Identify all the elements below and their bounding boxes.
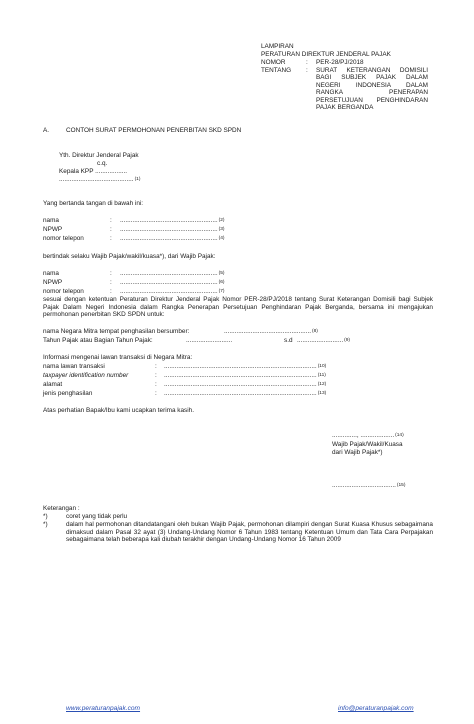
taxpayer-npwp-field[interactable]: .......................................................(6): [120, 279, 225, 286]
note-1-mark: *): [43, 513, 48, 520]
signer-name-field[interactable]: .......................................................(2): [120, 217, 225, 224]
partner-country-field[interactable]: .................................................(8): [224, 328, 318, 335]
section-title: CONTOH SURAT PERMOHONAN PENERBITAN SKD SPDN: [66, 127, 242, 134]
partner-country-label: nama Negara Mitra tempat penghasilan bersumber:: [43, 328, 190, 335]
tax-year-label: Tahun Pajak atau Bagian Tahun Pajak:: [43, 337, 153, 344]
signer-name-label: nama: [43, 217, 59, 224]
signer-phone-colon: :: [110, 235, 112, 242]
lampiran-nomor-value: PER-28/PJ/2018: [316, 59, 364, 66]
lampiran-tentang-label: TENTANG: [261, 67, 292, 74]
counterparty-income-label: jenis penghasilan: [43, 390, 93, 397]
taxpayer-phone-label: nomor telepon: [43, 288, 84, 295]
signer-phone-label: nomor telepon: [43, 235, 84, 242]
taxpayer-phone-colon: :: [110, 288, 112, 295]
counterparty-tin-label: taxpayer identification number: [43, 372, 129, 379]
footer-website-link[interactable]: www.peraturanpajak.com: [66, 705, 141, 712]
counterparty-income-colon: :: [155, 390, 157, 397]
note-2-mark: *): [43, 521, 48, 528]
notes-title: Keterangan :: [43, 505, 80, 512]
footer-email-link[interactable]: info@peraturanpajak.com: [338, 705, 414, 712]
counterparty-heading: Informasi mengenai lawan transaksi di Negara Mitra:: [43, 354, 193, 361]
counterparty-tin-colon: :: [155, 372, 157, 379]
lampiran-title: LAMPIRAN: [261, 43, 294, 50]
tax-year-end-field[interactable]: ..........................(9): [297, 337, 351, 344]
signer-phone-field[interactable]: .......................................................(4): [120, 235, 225, 242]
signature-name-field[interactable]: ....................................(15): [332, 482, 406, 489]
signature-role-line1: Wajib Pajak/Wakil/Kuasa: [332, 441, 403, 448]
signer-npwp-colon: :: [110, 226, 112, 233]
tax-year-start-field[interactable]: ..........................: [186, 337, 233, 344]
addressee-line2: c.q.: [97, 160, 108, 167]
taxpayer-name-field[interactable]: .......................................................(5): [120, 270, 225, 277]
note-1-text: coret yang tidak perlu: [66, 513, 128, 520]
taxpayer-npwp-label: NPWP: [43, 279, 63, 286]
acting-text: bertindak selaku Wajib Pajak/wakil/kuasa*), dari Wajib Pajak:: [43, 253, 216, 260]
counterparty-tin-field[interactable]: ......................................................................................(11): [164, 372, 326, 379]
counterparty-income-field[interactable]: ......................................................................................(13): [164, 390, 327, 397]
counterparty-name-colon: :: [155, 363, 157, 370]
intro-text: Yang bertanda tangan di bawah ini:: [43, 200, 144, 207]
section-letter: A.: [43, 127, 50, 134]
signature-role-line2: dari Wajib Pajak*): [332, 449, 383, 456]
note-2-text: dalam hal permohonan ditandatangani oleh bukan Wajib Pajak, permohonan dilampiri dengan Surat Kuasa Khusus sebagaimana dimaksud dalam Pasal 32 ayat (3) Undang-Undang Nomor 6 Tahun 1983 tentang Ketentuan Umum dan Tata Cara Perpajakan sebagaimana telah beberapa kali diubah terakhir dengan Undang-Undang Nomor 16 Tahun 2009: [66, 521, 433, 544]
signature-place-date[interactable]: .............., ...................(14): [332, 432, 404, 439]
signer-npwp-field[interactable]: .......................................................(3): [120, 226, 225, 233]
counterparty-name-label: nama lawan transaksi: [43, 363, 105, 370]
lampiran-tentang-value: SURAT KETERANGAN DOMISILI BAGI SUBJEK PAJAK DALAM NEGERI INDONESIA DALAM RANGKA PENERAPAN PERSETUJUAN PENGHINDARAN PAJAK BERGANDA: [316, 67, 428, 112]
lampiran-tentang-colon: :: [306, 67, 308, 74]
lampiran-nomor-colon: :: [306, 59, 308, 66]
taxpayer-phone-field[interactable]: .......................................................(7): [120, 288, 225, 295]
counterparty-name-field[interactable]: ......................................................................................(10): [164, 363, 327, 370]
signer-npwp-label: NPWP: [43, 226, 63, 233]
addressee-line4: ..........................................(1): [59, 176, 141, 183]
lampiran-nomor-label: NOMOR: [261, 59, 286, 66]
counterparty-address-field[interactable]: ......................................................................................(12): [164, 381, 327, 388]
closing-text: Atas perhatian Bapak/Ibu kami ucapkan terima kasih.: [43, 407, 194, 414]
lampiran-regulation: PERATURAN DIREKTUR JENDERAL PAJAK: [261, 51, 391, 58]
addressee-line3: Kepala KPP ..................: [59, 168, 128, 175]
signer-name-colon: :: [110, 217, 112, 224]
counterparty-address-colon: :: [155, 381, 157, 388]
taxpayer-name-colon: :: [110, 270, 112, 277]
taxpayer-name-label: nama: [43, 270, 59, 277]
taxpayer-npwp-colon: :: [110, 279, 112, 286]
body-paragraph: sesuai dengan ketentuan Peraturan Direktur Jenderal Pajak Nomor PER-28/PJ/2018 tentang Surat Keterangan Domisili bagi Subjek Pajak Dalam Negeri Indonesia dalam Rangka Penerapan Persetujuan Penghindaran Pajak Berganda, bersama ini mengajukan permohonan penerbitan SKD SPDN untuk:: [43, 296, 433, 319]
counterparty-address-label: alamat: [43, 381, 63, 388]
tax-year-sd: s.d: [284, 337, 293, 344]
addressee-line1: Yth. Direktur Jenderal Pajak: [59, 152, 139, 159]
